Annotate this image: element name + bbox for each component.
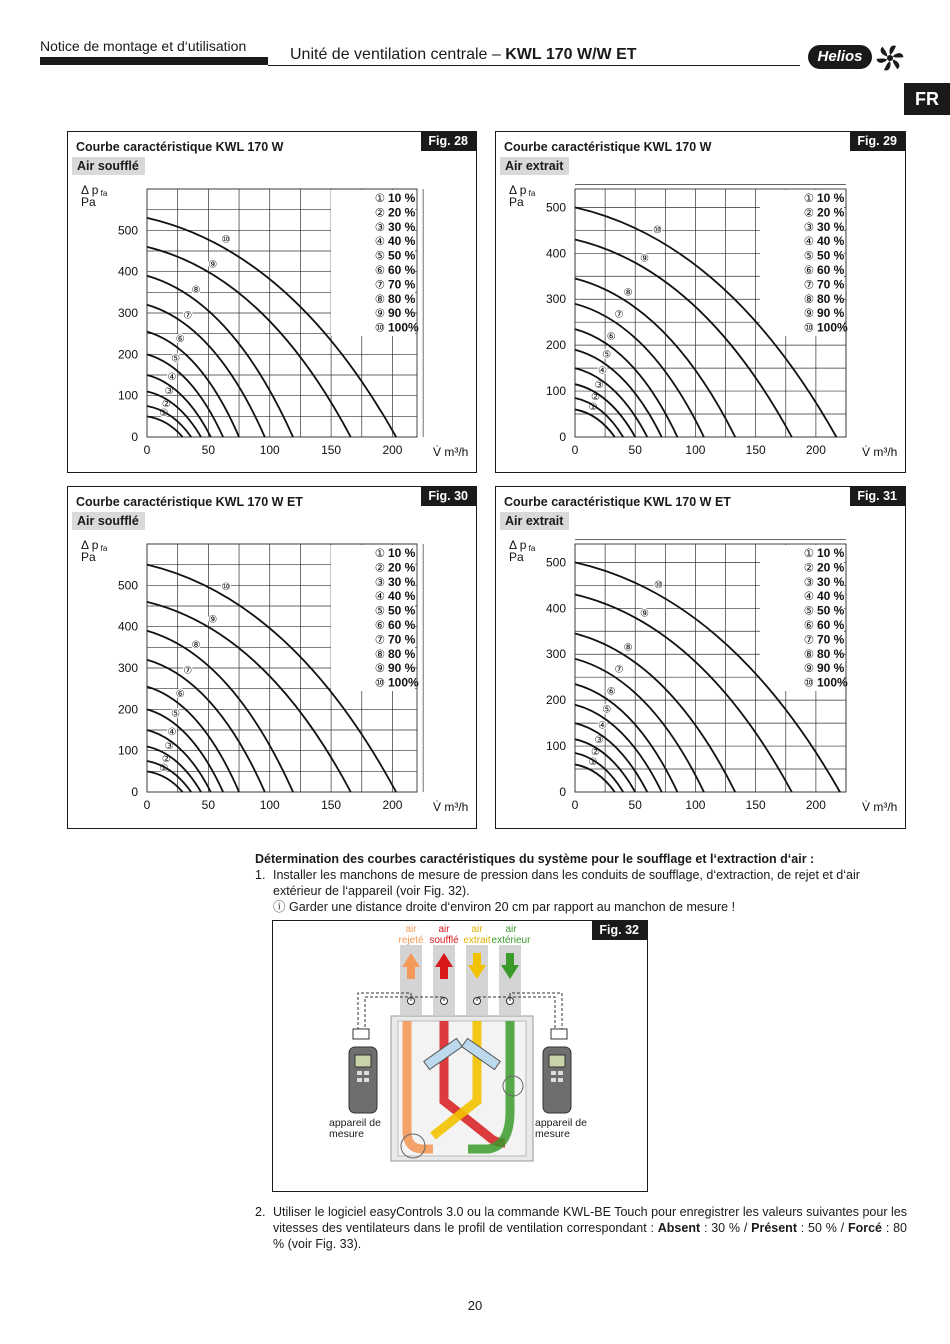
y-tick-label: 500 xyxy=(117,223,138,238)
x-tick-label: 150 xyxy=(321,798,342,812)
legend-marker: ① xyxy=(374,548,385,560)
legend-label: 80 % xyxy=(388,291,416,306)
x-tick-label: 150 xyxy=(745,443,766,457)
section-heading: Détermination des courbes caractéristiques du système pour le soufflage et l‘extraction d‘air : xyxy=(255,852,815,866)
header-bar xyxy=(40,57,268,65)
legend-label: 100% xyxy=(817,675,848,690)
legend-marker: ⑤ xyxy=(374,250,385,263)
curve-marker: ③ xyxy=(164,741,174,753)
legend-label: 60 % xyxy=(388,263,416,277)
legend-marker: ⑧ xyxy=(803,293,814,306)
header-title xyxy=(290,46,637,64)
legend-label: 30 % xyxy=(817,219,845,234)
chart-title: Courbe caractéristique KWL 170 W xyxy=(76,140,284,154)
y-axis-label: Δ p fa Pa xyxy=(509,183,536,209)
legend-marker: ⑤ xyxy=(374,605,385,618)
legend-marker: ⑧ xyxy=(374,293,385,306)
y-tick-label: 100 xyxy=(117,743,138,758)
chart-title: Courbe caractéristique KWL 170 W ET xyxy=(76,495,303,509)
legend-label: 20 % xyxy=(388,560,416,575)
curve-marker: ⑤ xyxy=(602,704,612,716)
curve-marker: ⑨ xyxy=(208,259,218,271)
legend-marker: ⑩ xyxy=(803,322,814,335)
legend-label: 80 % xyxy=(817,646,845,661)
x-tick-label: 200 xyxy=(382,798,403,812)
header-rule xyxy=(268,65,800,66)
x-tick-label: 100 xyxy=(685,798,706,812)
curve-8 xyxy=(147,276,293,437)
curve-marker: ⑦ xyxy=(614,309,624,321)
curve-marker: ① xyxy=(588,756,598,768)
curve-marker: ⑧ xyxy=(623,287,633,299)
duct-label-4a: air xyxy=(505,924,517,935)
curve-marker: ⑧ xyxy=(191,640,201,652)
curve-marker: ⑥ xyxy=(175,333,185,345)
legend-label: 40 % xyxy=(388,589,416,604)
y-tick-label: 500 xyxy=(545,200,566,215)
legend-marker: ⑧ xyxy=(803,648,814,661)
legend-label: 20 % xyxy=(388,205,416,220)
legend-marker: ⑥ xyxy=(374,620,385,632)
legend-label: 70 % xyxy=(388,277,416,292)
duct-label-2a: air xyxy=(438,924,450,935)
curve-marker: ⑤ xyxy=(171,353,181,365)
legend-marker: ② xyxy=(374,207,385,220)
step-1-note xyxy=(255,899,907,915)
y-tick-label: 400 xyxy=(545,246,566,261)
legend-label: 50 % xyxy=(388,603,416,618)
x-tick-label: 150 xyxy=(745,798,766,812)
helios-logo: Helios xyxy=(808,45,872,69)
duct-label-4b: extérieur xyxy=(491,935,531,946)
y-tick-label: 100 xyxy=(545,739,566,754)
curve-marker: ③ xyxy=(164,386,174,398)
legend-label: 90 % xyxy=(817,306,845,321)
legend-marker: ④ xyxy=(374,236,385,249)
x-tick-label: 200 xyxy=(382,443,403,457)
curve-4 xyxy=(575,365,647,437)
curve-marker: ④ xyxy=(598,365,607,377)
legend-label: 10 % xyxy=(817,191,845,205)
curve-marker: ④ xyxy=(167,726,177,738)
legend-label: 60 % xyxy=(817,263,845,277)
curve-marker: ⑨ xyxy=(640,608,650,620)
legend-marker: ④ xyxy=(374,591,385,604)
y-tick-label: 0 xyxy=(559,430,566,444)
y-axis-label: Δ p fa Pa xyxy=(81,538,108,564)
legend-marker: ② xyxy=(803,207,814,220)
curve-2 xyxy=(147,406,191,437)
legend-marker: ⑤ xyxy=(803,250,814,263)
page-number: 20 xyxy=(467,1298,483,1313)
curve-3 xyxy=(147,747,201,792)
y-tick-label: 400 xyxy=(117,264,138,279)
measuring-device-right xyxy=(543,1047,571,1113)
x-axis-label: V̇ m³/h xyxy=(862,445,898,459)
legend-marker: ⑥ xyxy=(803,265,814,277)
curve-marker: ⑧ xyxy=(623,642,633,654)
duct-label-1b: rejeté xyxy=(398,935,424,946)
curve-marker: ⑥ xyxy=(606,686,616,698)
legend-label: 60 % xyxy=(817,618,845,632)
legend-label: 80 % xyxy=(388,646,416,661)
x-tick-label: 0 xyxy=(143,443,151,457)
step-2 xyxy=(255,1204,907,1252)
curve-2 xyxy=(575,753,623,792)
legend-marker: ③ xyxy=(803,221,814,234)
curve-3 xyxy=(147,392,201,437)
chart-panel-fig31 xyxy=(495,486,906,829)
y-tick-label: 0 xyxy=(131,430,138,444)
legend-marker: ⑦ xyxy=(374,634,385,647)
curve-marker: ⑩ xyxy=(654,580,664,592)
legend-label: 40 % xyxy=(817,234,845,249)
step-number: 2. xyxy=(255,1205,266,1219)
y-tick-label: 100 xyxy=(117,388,138,403)
curve-marker: ① xyxy=(159,407,169,419)
chart-fig29 xyxy=(496,132,905,472)
curve-marker: ⑥ xyxy=(606,331,616,343)
curve-marker: ① xyxy=(588,401,598,413)
curve-marker: ⑦ xyxy=(614,664,624,676)
y-tick-label: 200 xyxy=(545,338,566,353)
header-title-model: KWL 170 W/W ET xyxy=(505,46,637,63)
legend-label: 20 % xyxy=(817,205,845,220)
curve-1 xyxy=(575,764,615,792)
chart-title: Courbe caractéristique KWL 170 W xyxy=(504,140,712,154)
x-tick-label: 100 xyxy=(259,798,280,812)
legend-label: 100% xyxy=(388,320,419,335)
legend-label: 70 % xyxy=(388,632,416,647)
legend-label: 100% xyxy=(817,320,848,335)
legend-marker: ⑨ xyxy=(803,663,814,676)
curve-marker: ③ xyxy=(594,734,604,746)
curve-4 xyxy=(147,375,211,437)
duct-label-3b: extrait xyxy=(463,935,491,946)
x-axis-label: V̇ m³/h xyxy=(433,800,469,814)
curve-marker: ⑦ xyxy=(183,665,193,677)
x-tick-label: 100 xyxy=(685,443,706,457)
legend-marker: ⑩ xyxy=(803,677,814,690)
legend-label: 100% xyxy=(388,675,419,690)
legend-marker: ⑩ xyxy=(374,322,385,335)
legend-label: 70 % xyxy=(817,632,845,647)
x-tick-label: 50 xyxy=(628,443,642,457)
legend-marker: ⑩ xyxy=(374,677,385,690)
y-tick-label: 300 xyxy=(117,306,138,320)
chart-panel-fig30 xyxy=(67,486,477,829)
chart-fig30 xyxy=(68,487,476,828)
note-text: Garder une distance droite d‘environ 20 cm par rapport au manchon de mesure ! xyxy=(288,900,736,914)
x-tick-label: 200 xyxy=(805,798,826,812)
curve-4 xyxy=(575,720,647,792)
curve-marker: ② xyxy=(161,753,171,765)
x-tick-label: 0 xyxy=(143,798,151,812)
fan-icon xyxy=(874,42,906,74)
legend-label: 90 % xyxy=(388,306,416,321)
legend-label: 20 % xyxy=(817,560,845,575)
legend-marker: ④ xyxy=(803,236,814,249)
curve-marker: ⑦ xyxy=(183,310,193,322)
figure-tag: Fig. 30 xyxy=(421,487,476,506)
chart-panel-fig29 xyxy=(495,131,906,473)
y-tick-label: 500 xyxy=(545,555,566,570)
legend-label: 50 % xyxy=(817,248,845,263)
legend-marker: ① xyxy=(803,548,814,560)
figure-tag: Fig. 28 xyxy=(421,132,476,151)
legend-marker: ⑨ xyxy=(803,308,814,321)
chart-fig31 xyxy=(496,487,905,828)
legend-label: 10 % xyxy=(817,546,845,560)
legend-label: 60 % xyxy=(388,618,416,632)
curve-marker: ⑤ xyxy=(602,349,612,361)
legend-marker: ① xyxy=(803,193,814,205)
legend-marker: ③ xyxy=(374,221,385,234)
chart-subtitle: Air extrait xyxy=(500,157,569,175)
curve-marker: ② xyxy=(591,391,600,403)
chart-panel-fig28 xyxy=(67,131,477,473)
legend-marker: ⑨ xyxy=(374,663,385,676)
x-tick-label: 100 xyxy=(259,443,280,457)
step-text: Installer les manchons de mesure de pression dans les conduits de soufflage, d‘extraction, de rejet et d‘air extérieur de l‘appareil (voir Fig. 32). xyxy=(273,868,860,898)
y-tick-label: 100 xyxy=(545,384,566,399)
legend-label: 50 % xyxy=(388,248,416,263)
x-tick-label: 200 xyxy=(805,443,826,457)
curve-marker: ② xyxy=(161,398,171,410)
y-tick-label: 200 xyxy=(117,347,138,362)
legend-marker: ⑨ xyxy=(374,308,385,321)
curve-marker: ⑩ xyxy=(221,582,231,594)
figure-tag: Fig. 29 xyxy=(850,132,905,151)
figure-32 xyxy=(272,920,648,1192)
legend-marker: ③ xyxy=(374,576,385,589)
curve-marker: ⑤ xyxy=(171,708,181,720)
x-tick-label: 150 xyxy=(321,443,342,457)
legend-marker: ⑥ xyxy=(803,620,814,632)
chart-title: Courbe caractéristique KWL 170 W ET xyxy=(504,495,731,509)
legend-marker: ⑤ xyxy=(803,605,814,618)
x-tick-label: 0 xyxy=(571,798,579,812)
x-tick-label: 50 xyxy=(628,798,642,812)
legend-label: 70 % xyxy=(817,277,845,292)
legend-label: 10 % xyxy=(388,546,416,560)
y-tick-label: 300 xyxy=(117,661,138,675)
legend-marker: ② xyxy=(374,562,385,575)
legend-label: 30 % xyxy=(388,219,416,234)
y-axis-label: Δ p fa Pa xyxy=(81,183,108,209)
step-number: 1. xyxy=(255,868,266,882)
curve-4 xyxy=(147,730,211,792)
header-title-prefix: Unité de ventilation centrale – xyxy=(290,46,506,63)
curve-2 xyxy=(147,761,191,792)
legend-label: 40 % xyxy=(817,589,845,604)
curve-1 xyxy=(575,409,615,437)
legend-marker: ⑥ xyxy=(374,265,385,277)
step-1 xyxy=(255,867,907,899)
legend-marker: ③ xyxy=(803,576,814,589)
legend-label: 40 % xyxy=(388,234,416,249)
y-tick-label: 200 xyxy=(117,702,138,717)
x-axis-label: V̇ m³/h xyxy=(862,800,898,814)
curve-marker: ① xyxy=(159,762,169,774)
y-tick-label: 500 xyxy=(117,578,138,593)
curve-marker: ⑩ xyxy=(221,234,231,246)
header-manual-label: Notice de montage et d‘utilisation xyxy=(40,38,247,54)
meter-label-right: appareil de mesure xyxy=(535,1117,587,1140)
info-icon: ⓘ xyxy=(273,900,289,914)
meter-label-left: appareil de mesure xyxy=(329,1117,381,1140)
curve-marker: ⑧ xyxy=(191,285,201,297)
curve-1 xyxy=(147,771,183,792)
figure-tag: Fig. 31 xyxy=(850,487,905,506)
legend-label: 50 % xyxy=(817,603,845,618)
y-tick-label: 0 xyxy=(559,785,566,799)
legend-marker: ② xyxy=(803,562,814,575)
curve-marker: ⑥ xyxy=(175,688,185,700)
curve-marker: ⑨ xyxy=(640,253,650,265)
x-tick-label: 0 xyxy=(571,443,579,457)
measurement-diagram xyxy=(273,921,647,1191)
legend-label: 30 % xyxy=(388,574,416,589)
curve-marker: ② xyxy=(591,746,600,758)
chart-subtitle: Air soufflé xyxy=(72,512,145,530)
chart-fig28 xyxy=(68,132,476,472)
y-tick-label: 0 xyxy=(131,785,138,799)
legend-label: 90 % xyxy=(817,661,845,676)
figure-tag: Fig. 32 xyxy=(592,921,647,940)
legend-marker: ④ xyxy=(803,591,814,604)
legend-marker: ⑦ xyxy=(803,634,814,647)
legend-label: 10 % xyxy=(388,191,416,205)
curve-marker: ⑩ xyxy=(653,225,662,237)
x-axis-label: V̇ m³/h xyxy=(433,445,469,459)
y-tick-label: 200 xyxy=(545,693,566,708)
curve-5 xyxy=(575,350,662,437)
curve-5 xyxy=(575,705,662,792)
curve-8 xyxy=(147,631,293,792)
curve-marker: ④ xyxy=(598,720,607,732)
duct-label-2b: soufflé xyxy=(429,935,459,946)
legend-marker: ⑧ xyxy=(374,648,385,661)
x-tick-label: 50 xyxy=(201,798,216,812)
curve-1 xyxy=(147,416,183,437)
curve-marker: ③ xyxy=(594,379,604,391)
duct-label-3a: air xyxy=(471,924,483,935)
legend-label: 90 % xyxy=(388,661,416,676)
y-tick-label: 300 xyxy=(545,647,566,662)
language-tab: FR xyxy=(904,83,950,115)
step-text: Utiliser le logiciel easyControls 3.0 ou la commande KWL-BE Touch pour enregistrer les valeurs suivantes pour les vitesses des ventilateurs dans le profil de ventilation correspondant : Absent : 30 % / Présent : 50 % / Forcé : 80 % (voir Fig. 33). xyxy=(273,1205,907,1251)
y-tick-label: 400 xyxy=(545,601,566,616)
y-tick-label: 300 xyxy=(545,292,566,307)
curve-marker: ⑨ xyxy=(208,614,218,626)
legend-label: 30 % xyxy=(817,574,845,589)
curve-2 xyxy=(575,398,623,437)
x-tick-label: 50 xyxy=(201,443,216,457)
y-axis-label: Δ p fa Pa xyxy=(509,538,536,564)
legend-label: 80 % xyxy=(817,291,845,306)
legend-marker: ⑦ xyxy=(803,279,814,292)
y-tick-label: 400 xyxy=(117,619,138,634)
chart-subtitle: Air extrait xyxy=(500,512,569,530)
duct-label-1a: air xyxy=(405,924,417,935)
instructions-section xyxy=(255,851,907,915)
legend-marker: ① xyxy=(374,193,385,205)
measuring-device-left xyxy=(349,1047,377,1113)
legend-marker: ⑦ xyxy=(374,279,385,292)
chart-subtitle: Air soufflé xyxy=(72,157,145,175)
curve-marker: ④ xyxy=(167,371,177,383)
